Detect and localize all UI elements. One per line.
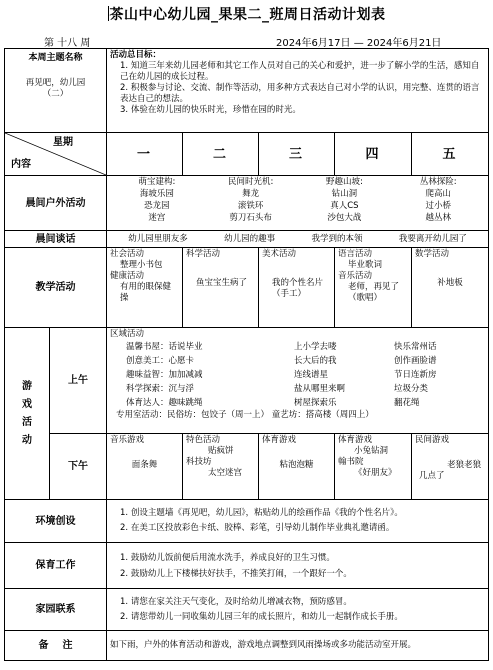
teaching-mon bbox=[107, 248, 183, 328]
pm-fri-item2: 几点了 bbox=[419, 471, 445, 481]
pm-fri bbox=[412, 434, 489, 500]
teaching-fri bbox=[412, 248, 489, 328]
teaching-tue-item: 鱼宝宝生病了 bbox=[196, 278, 248, 288]
theme-name: 再见吧，幼儿园（二） bbox=[25, 78, 86, 99]
games-pm-row bbox=[5, 434, 489, 500]
pm-wed-title: 体育游戏 bbox=[262, 435, 297, 445]
theme-row bbox=[5, 49, 489, 133]
day-tue: 二 bbox=[183, 133, 259, 176]
teaching-row bbox=[5, 248, 489, 328]
family-line-2: 2. 请您带幼儿一同收集幼儿园三年的成长照片，和幼儿一起制作成长手册。 bbox=[120, 611, 403, 622]
pm-tue-item2: 科技坊 bbox=[186, 457, 212, 467]
outdoor-r1c4: 丛林探险: bbox=[419, 177, 457, 187]
teaching-label: 教学活动 bbox=[5, 248, 107, 328]
teaching-mon-title2: 健康活动 bbox=[110, 271, 145, 281]
text-cursor bbox=[108, 6, 109, 21]
pm-wed bbox=[259, 434, 335, 500]
area-r5c1: 体育达人：趣味跳绳 bbox=[126, 398, 203, 408]
area-r1c2: 上小学去喽 bbox=[294, 342, 337, 352]
outdoor-r2c4: 爬高山 bbox=[425, 189, 451, 199]
area-r1c3: 快乐常州话 bbox=[394, 342, 437, 352]
week-label: 第 十八 周 bbox=[44, 38, 91, 49]
teaching-thu-item1: 毕业歌词 bbox=[348, 260, 383, 270]
pm-mon-title: 音乐游戏 bbox=[110, 435, 145, 445]
care-row bbox=[5, 543, 489, 589]
environment-row bbox=[5, 500, 489, 543]
morning-talk-row bbox=[5, 231, 489, 248]
remarks-label: 备 注 bbox=[5, 631, 107, 661]
teaching-mon-title: 社会活动 bbox=[110, 249, 145, 259]
environment-cell bbox=[107, 500, 489, 543]
area-r2c2: 长大后的我 bbox=[294, 356, 337, 366]
care-line-1: 1. 鼓励幼儿饭前便后用流水洗手，养成良好的卫生习惯。 bbox=[120, 552, 335, 563]
day-mon: 一 bbox=[107, 133, 183, 176]
outdoor-r3c2: 滚铁环 bbox=[237, 201, 264, 211]
teaching-wed bbox=[259, 248, 335, 328]
area-r2c3: 创作画脸谱 bbox=[394, 356, 437, 366]
environment-label: 环境创设 bbox=[5, 500, 107, 543]
talk-1: 幼儿园里朋友多 bbox=[128, 233, 188, 244]
teaching-wed-item: 我的个性名片（手工） bbox=[272, 278, 324, 299]
outdoor-r3c3: 真人CS bbox=[330, 201, 359, 211]
remarks-cell bbox=[107, 631, 489, 661]
family-row bbox=[5, 589, 489, 631]
games-am-label: 上午 bbox=[50, 328, 107, 434]
plan-table bbox=[4, 48, 489, 661]
day-fri: 五 bbox=[412, 133, 489, 176]
area-r3c1: 趣味益智：加加减减 bbox=[126, 370, 203, 380]
teaching-mon-item1: 整理小书包 bbox=[120, 260, 163, 270]
talk-2: 幼儿园的趣事 bbox=[224, 233, 276, 244]
star-label: 星期 bbox=[53, 137, 73, 148]
pm-thu-item3: 《好朋友》 bbox=[354, 468, 397, 478]
area-activity-cell bbox=[107, 328, 489, 434]
outdoor-r2c3: 钻山洞 bbox=[331, 189, 358, 199]
weekday-header-row bbox=[5, 133, 489, 176]
teaching-thu-item2: 老师，再见了（歌唱） bbox=[348, 282, 400, 303]
outdoor-r2c2: 舞龙 bbox=[242, 189, 260, 199]
care-label: 保育工作 bbox=[5, 543, 107, 589]
goal-1: 1. 知道三年来幼儿园老师和其它工作人员对自己的关心和爱护，进一步了解小学的生活，感知自己在幼儿园的成长过程。 bbox=[120, 61, 480, 82]
pm-fri-item1: 老狼老狼 bbox=[447, 460, 482, 470]
games-pm-label: 下午 bbox=[50, 434, 107, 500]
area-r5c3: 翻花绳 bbox=[394, 398, 420, 408]
outdoor-r4c1: 迷宫 bbox=[148, 213, 166, 223]
teaching-tue-title: 科学活动 bbox=[186, 249, 221, 259]
content-label: 内容 bbox=[11, 159, 31, 170]
teaching-fri-title: 数学活动 bbox=[415, 249, 450, 259]
outdoor-r4c3: 沙包大战 bbox=[327, 213, 362, 223]
area-title: 区域活动 bbox=[110, 329, 145, 339]
care-line-2: 2. 鼓励幼儿上下楼梯扶好扶手，不推笑打闹，一个跟好一个。 bbox=[120, 568, 352, 579]
area-r4c3: 垃圾分类 bbox=[394, 384, 429, 394]
outdoor-r3c1: 恐龙园 bbox=[144, 201, 170, 211]
area-r4c2: 盐从哪里来啊 bbox=[294, 384, 346, 394]
pm-thu bbox=[335, 434, 412, 500]
pm-tue-item3: 太空迷宫 bbox=[208, 468, 243, 478]
goal-2: 2. 积极参与讨论、交流、制作等活动，用多种方式表达自己对小学的认识，用完整、连贯的语言表达自己的想法。 bbox=[120, 83, 480, 104]
teaching-wed-title: 美术活动 bbox=[262, 249, 297, 259]
outdoor-cell bbox=[107, 176, 489, 231]
family-line-1: 1. 请您在家关注天气变化，及时给幼儿增减衣物，预防感冒。 bbox=[120, 596, 352, 607]
family-label: 家园联系 bbox=[5, 589, 107, 631]
area-r3c2: 连线谱星 bbox=[294, 370, 329, 380]
day-thu: 四 bbox=[335, 133, 412, 176]
area-r3c3: 节日连新房 bbox=[394, 370, 437, 380]
area-r5c2: 树屋探索乐 bbox=[294, 398, 337, 408]
teaching-thu-title2: 音乐活动 bbox=[338, 271, 373, 281]
teaching-fri-item: 补地板 bbox=[437, 278, 463, 288]
environment-line-1: 1. 创设主题墙《再见吧，幼儿园》，粘贴幼儿的绘画作品《我的个性名片》。 bbox=[120, 508, 403, 518]
goal-3: 3. 体验在幼儿园的快乐时光，珍惜在园的时光。 bbox=[120, 105, 301, 115]
title-text: 茶山中心幼儿园_果果二_班周日活动计划表 bbox=[109, 7, 386, 23]
environment-line-2: 2. 在美工区投放彩色卡纸、胶棒、彩笔，引导幼儿制作毕业典礼邀请函。 bbox=[120, 523, 395, 533]
remarks-row bbox=[5, 631, 489, 661]
day-wed: 三 bbox=[259, 133, 335, 176]
special-room-activity: 专用室活动：民俗坊：包饺子（周一上） 童艺坊：搭高楼（周四上） bbox=[116, 410, 374, 420]
outdoor-r1c3: 野趣山坡: bbox=[325, 177, 363, 187]
pm-thu-title: 体育游戏 bbox=[338, 435, 373, 445]
pm-mon bbox=[107, 434, 183, 500]
outdoor-r4c2: 剪刀石头布 bbox=[229, 213, 272, 223]
talk-3: 我学到的本领 bbox=[311, 233, 363, 244]
teaching-thu bbox=[335, 248, 412, 328]
outdoor-r3c4: 过小桥 bbox=[425, 201, 451, 211]
teaching-mon-item2: 有用的眼保健操 bbox=[120, 282, 172, 303]
goals-label: 活动总目标： bbox=[110, 50, 162, 60]
teaching-tue bbox=[183, 248, 259, 328]
outdoor-r4c4: 越丛林 bbox=[425, 213, 451, 223]
care-cell bbox=[107, 543, 489, 589]
outdoor-r1c1: 萌宝建构: bbox=[138, 177, 176, 187]
outdoor-row bbox=[5, 176, 489, 231]
pm-tue bbox=[183, 434, 259, 500]
pm-tue-item1: 贴疯饼 bbox=[208, 446, 234, 456]
outdoor-label: 晨间户外活动 bbox=[5, 176, 107, 231]
morning-talk-label: 晨间谈话 bbox=[5, 231, 107, 248]
teaching-thu-title: 语言活动 bbox=[338, 249, 373, 259]
date-range: 2024年6月17日 — 2024年6月21日 bbox=[276, 38, 442, 49]
star-content-cell bbox=[5, 133, 107, 176]
theme-cell bbox=[5, 49, 107, 133]
pm-fri-title: 民间游戏 bbox=[415, 435, 450, 445]
remarks-text: 如下雨，户外的体育活动和游戏，游戏地点调整到风雨操场或多功能活动室开展。 bbox=[110, 640, 417, 650]
goals-cell bbox=[107, 49, 489, 133]
outdoor-r1c2: 民间时光机: bbox=[227, 177, 274, 187]
area-r4c1: 科学探索：沉与浮 bbox=[126, 384, 195, 394]
talk-4: 我要离开幼儿园了 bbox=[398, 233, 467, 244]
games-am-row bbox=[5, 328, 489, 434]
family-cell bbox=[107, 589, 489, 631]
pm-thu-item2: 翰书院 bbox=[338, 457, 364, 467]
morning-talk-cell bbox=[107, 231, 489, 248]
pm-wed-item: 粘泡泡糖 bbox=[279, 460, 314, 470]
area-r2c1: 创意美工：心愿卡 bbox=[126, 356, 195, 366]
outdoor-r2c1: 海坡乐园 bbox=[139, 189, 174, 199]
pm-thu-item1: 小兔钻洞 bbox=[354, 446, 389, 456]
games-label: 游戏活动 bbox=[5, 328, 50, 500]
pm-mon-item: 面条舞 bbox=[131, 460, 158, 470]
area-r1c1: 温馨书屋：话说毕业 bbox=[126, 342, 203, 352]
page-title bbox=[0, 4, 493, 24]
theme-label: 本周主题名称 bbox=[28, 53, 83, 63]
pm-tue-title: 特色活动 bbox=[186, 435, 221, 445]
